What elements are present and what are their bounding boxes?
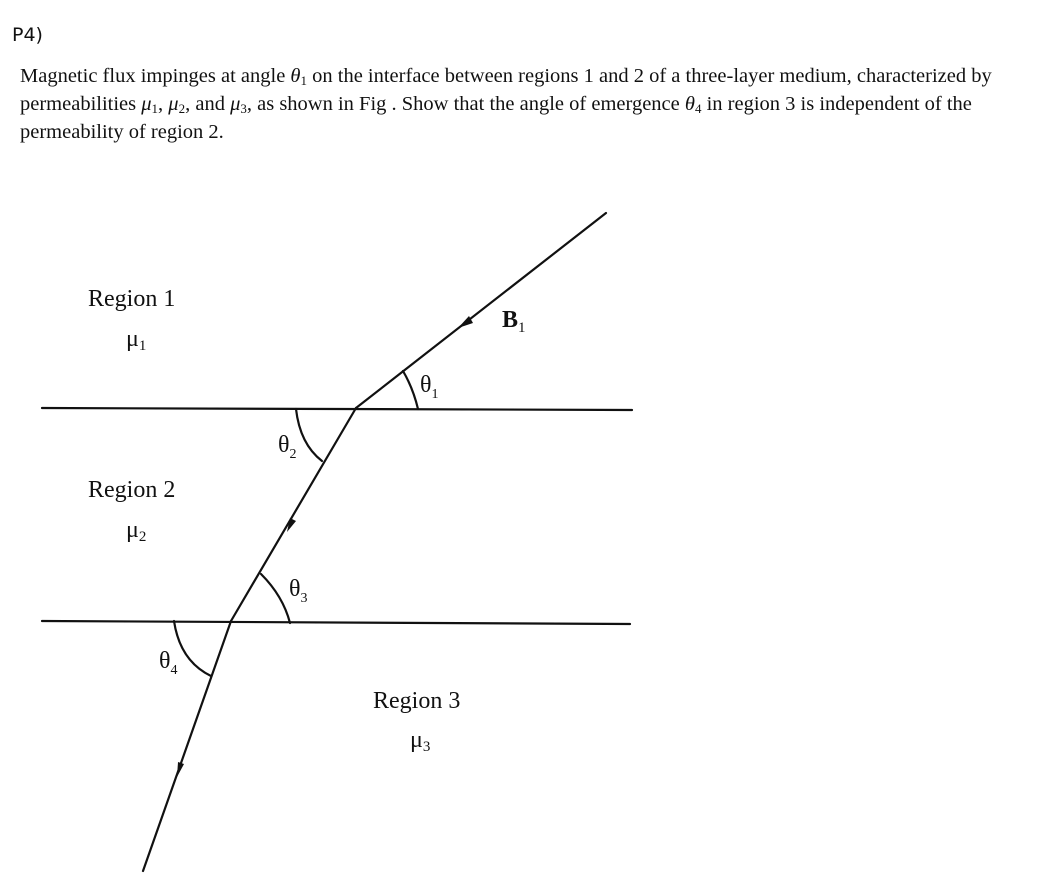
region3-permeability bbox=[410, 727, 430, 755]
mu-symbol: μ bbox=[168, 93, 179, 115]
theta-symbol: θ bbox=[290, 65, 301, 87]
subscript: 3 bbox=[300, 591, 308, 606]
subscript: 3 bbox=[422, 739, 431, 755]
flux-line-region3 bbox=[143, 621, 231, 871]
problem-text-part: Magnetic flux impinges at angle bbox=[20, 65, 291, 87]
subscript: 2 bbox=[178, 101, 186, 116]
mu-symbol: μ bbox=[126, 517, 139, 543]
flux-line-region1 bbox=[356, 213, 606, 408]
theta3-arc bbox=[261, 574, 290, 623]
subscript: 2 bbox=[138, 529, 147, 545]
mu-symbol: μ bbox=[126, 326, 139, 352]
theta4-label bbox=[159, 648, 178, 678]
region3-label: Region 3 bbox=[373, 688, 461, 714]
subscript: 4 bbox=[170, 663, 178, 678]
subscript: 1 bbox=[431, 387, 439, 402]
region1-label: Region 1 bbox=[88, 286, 176, 312]
subscript: 1 bbox=[138, 338, 147, 354]
mu-symbol: μ bbox=[141, 93, 152, 115]
theta3-label bbox=[289, 576, 308, 606]
region1-permeability bbox=[126, 326, 146, 354]
theta1-arc bbox=[403, 371, 418, 409]
theta2-arc bbox=[296, 409, 322, 461]
interface-line-lower bbox=[42, 621, 630, 624]
theta2-label bbox=[278, 432, 297, 462]
problem-label: P4) bbox=[12, 24, 43, 46]
theta-symbol: θ bbox=[684, 93, 695, 115]
theta-symbol: θ bbox=[420, 372, 432, 398]
theta1-label bbox=[420, 372, 439, 402]
separator: , bbox=[158, 93, 169, 115]
interface-line-upper bbox=[42, 408, 632, 410]
subscript: 4 bbox=[694, 101, 702, 116]
mu-symbol: μ bbox=[230, 93, 241, 115]
subscript: 1 bbox=[151, 101, 159, 116]
b-symbol: B bbox=[502, 307, 519, 333]
arrow-head bbox=[177, 762, 184, 777]
b-field-label bbox=[502, 307, 526, 336]
subscript: 1 bbox=[518, 320, 526, 336]
theta-symbol: θ bbox=[278, 432, 290, 458]
subscript: 2 bbox=[289, 447, 297, 462]
subscript: 3 bbox=[240, 101, 247, 116]
subscript: 1 bbox=[300, 73, 307, 88]
theta-symbol: θ bbox=[289, 576, 301, 602]
problem-text-part: , as shown in Fig . Show that the angle of emergence bbox=[246, 93, 685, 115]
theta-symbol: θ bbox=[159, 648, 171, 674]
problem-text-part: on the interface between regions 1 and 2 of a three-layer medium, characterized by permeabilities bbox=[20, 65, 992, 115]
problem-text-part: in region 3 is independent of the permeability of region 2. bbox=[20, 93, 972, 143]
separator: , and bbox=[185, 93, 231, 115]
region2-permeability bbox=[126, 517, 146, 545]
theta4-arc bbox=[174, 621, 211, 676]
region2-label: Region 2 bbox=[88, 477, 176, 503]
mu-symbol: μ bbox=[410, 727, 423, 753]
